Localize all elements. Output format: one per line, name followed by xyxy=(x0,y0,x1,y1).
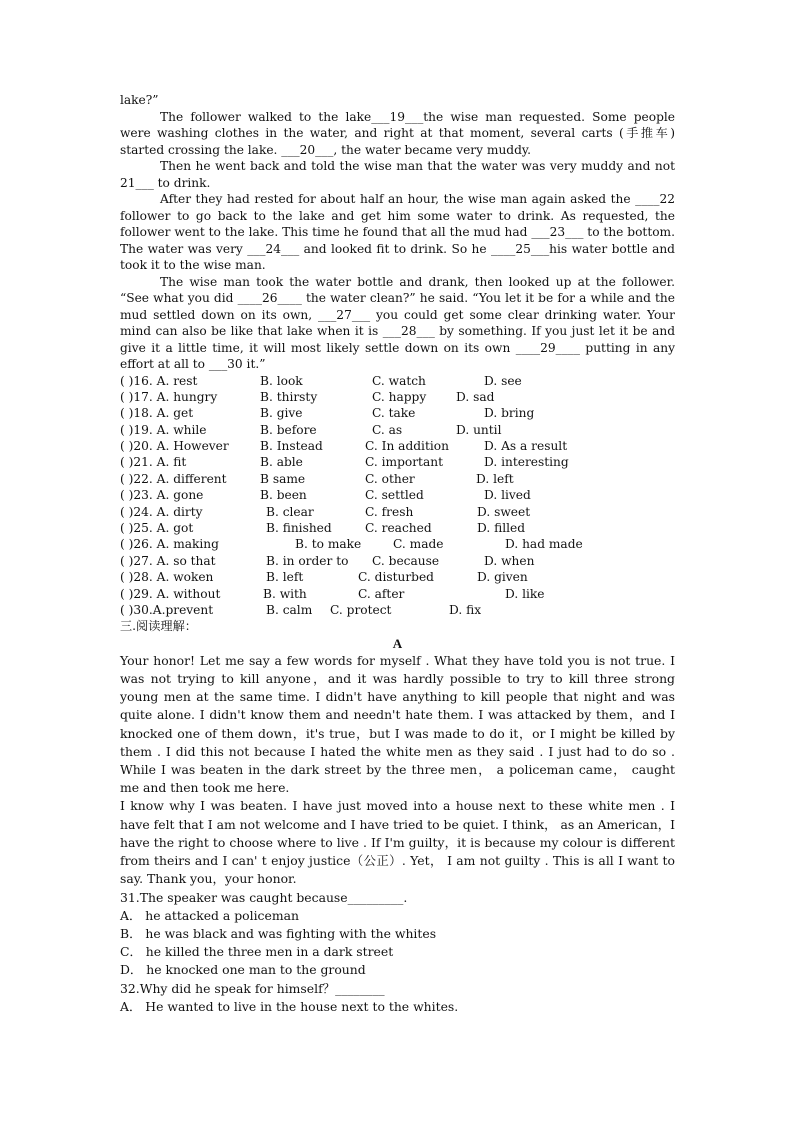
option-b: B. clear xyxy=(266,504,314,519)
option-number: ( )25. A. got xyxy=(120,521,194,536)
option-d: D. given xyxy=(477,570,528,585)
option-row-26 xyxy=(120,536,675,552)
question-31-option-c: C． he killed the three men in a dark street xyxy=(120,944,394,960)
option-number: ( )26. A. making xyxy=(120,537,219,552)
option-number: ( )18. A. get xyxy=(120,406,194,421)
passage-paragraph-4: The wise man took the water bottle and drank, then looked up at the follower. “See what you did ____26____ the water clean?” he said. “You let it be for a while and the mud settled down on its own, ___27___ you could get some clear drinking water. Your mind can also be like that lake when it is ___28___ by something. If you just let it be and give it a little time, it will most likely settle down on its own ____29____ putting in any effort at all to ___30 it.” xyxy=(120,274,675,371)
option-d: D. when xyxy=(484,553,535,568)
document-page xyxy=(120,92,675,1016)
option-number: ( )20. A. However xyxy=(120,439,229,454)
option-number: ( )29. A. without xyxy=(120,586,221,601)
question-31-option-d: D． he knocked one man to the ground xyxy=(120,962,366,978)
question-32-option-a: A． He wanted to live in the house next to the whites. xyxy=(120,998,459,1014)
option-row-17 xyxy=(120,389,675,405)
option-row-28 xyxy=(120,569,675,585)
option-d: D. sweet xyxy=(477,504,531,519)
option-c: C. fresh xyxy=(365,504,414,519)
part-heading-a: A xyxy=(392,635,403,651)
option-c: C. other xyxy=(365,471,415,486)
option-row-25 xyxy=(120,520,675,536)
option-row-27 xyxy=(120,553,675,569)
option-b: B. in order to xyxy=(266,553,349,568)
option-row-22 xyxy=(120,471,675,487)
option-d: D. fix xyxy=(449,602,482,617)
option-d: D. see xyxy=(484,373,522,388)
reading-paragraph-1: Your honor! Let me say a few words for myself . What they have told you is not true. I was not trying to kill anyone，and it was hardly possible to try to kill three strong young men at the same time. I didn't have anything to kill people that night and was quite alone. I didn't know them and needn't hate them. I was attacked by them，and I knocked one of them down，it's true，but I was made to do it，or I might be killed by them . I did this not because I hated the white men as they said . I just had to do so . While I was beaten in the dark street by the three men， a policeman came， caught me and then took me here. xyxy=(120,652,675,796)
passage-paragraph-1: The follower walked to the lake___19___the wise man requested. Some people were washing clothes in the water, and right at that moment, several carts (手推车) started crossing the lake. ___20___, the water became very muddy. xyxy=(120,109,675,157)
passage-paragraph-2: Then he went back and told the wise man that the water was very muddy and not 21___ to drink. xyxy=(120,159,675,190)
question-31-option-b: B． he was black and was fighting with the whites xyxy=(120,925,437,941)
option-c: C. protect xyxy=(330,602,392,617)
option-c: C. take xyxy=(372,406,416,421)
question-32: 32.Why did he speak for himself？________ xyxy=(120,980,385,996)
option-number: ( )16. A. rest xyxy=(120,373,198,388)
option-c: C. watch xyxy=(372,373,426,388)
option-row-18 xyxy=(120,405,675,421)
option-b: B. thirsty xyxy=(260,389,318,404)
option-number: ( )30.A.prevent xyxy=(120,602,214,617)
option-d: D. like xyxy=(505,586,545,601)
option-number: ( )24. A. dirty xyxy=(120,504,203,519)
option-d: D. interesting xyxy=(484,455,569,470)
option-d: D. left xyxy=(476,471,514,486)
option-d: D. bring xyxy=(484,406,535,421)
question-31: 31.The speaker was caught because_________. xyxy=(120,889,408,905)
option-b: B. left xyxy=(266,570,304,585)
option-b: B. look xyxy=(260,373,303,388)
option-b: B. been xyxy=(260,488,307,503)
section-heading-reading: 三.阅读理解： xyxy=(120,619,197,634)
option-number: ( )22. A. different xyxy=(120,471,227,486)
option-c: C. settled xyxy=(365,488,424,503)
option-b: B. before xyxy=(260,422,317,437)
option-b: B. to make xyxy=(295,537,362,552)
option-number: ( )17. A. hungry xyxy=(120,389,218,404)
option-d: D. sad xyxy=(456,389,495,404)
option-number: ( )27. A. so that xyxy=(120,553,216,568)
option-c: C. because xyxy=(372,553,440,568)
option-row-24 xyxy=(120,504,675,520)
question-31-option-a: A． he attacked a policeman xyxy=(120,907,299,923)
options-list xyxy=(120,373,675,619)
option-row-21 xyxy=(120,454,675,470)
option-number: ( )19. A. while xyxy=(120,422,207,437)
passage-line-lake: lake?” xyxy=(120,93,159,107)
option-c: C. after xyxy=(358,586,405,601)
option-b: B. able xyxy=(260,455,303,470)
reading-paragraph-2: I know why I was beaten. I have just moved into a house next to these white men . I have felt that I am not welcome and I have tried to be quiet. I think， as an American，I have the right to choose where to live . If I'm guilty，it is because my colour is different from theirs and I can' t enjoy justice（公正）. Yet， I am not guilty . This is all I want to say. Thank you，your honor. xyxy=(120,798,675,887)
option-c: C. important xyxy=(365,455,443,470)
option-c: C. as xyxy=(372,422,403,437)
option-number: ( )23. A. gone xyxy=(120,488,204,503)
option-row-19 xyxy=(120,422,675,438)
option-d: D. lived xyxy=(484,488,531,503)
option-d: D. filled xyxy=(477,521,526,536)
option-c: C. happy xyxy=(372,389,427,404)
option-row-23 xyxy=(120,487,675,503)
option-d: D. until xyxy=(456,422,502,437)
option-c: C. made xyxy=(393,537,444,552)
option-number: ( )21. A. fit xyxy=(120,455,187,470)
option-d: D. As a result xyxy=(484,439,568,454)
option-row-29 xyxy=(120,586,675,602)
option-b: B. finished xyxy=(266,521,332,536)
option-b: B. give xyxy=(260,406,303,421)
option-d: D. had made xyxy=(505,537,583,552)
option-b: B. calm xyxy=(266,602,313,617)
passage-paragraph-3: After they had rested for about half an hour, the wise man again asked the ____22 follower to go back to the lake and get him some water to drink. As requested, the follower went to the lake. This time he found that all the mud had ___23___ to the bottom. The water was very ___24___ and looked fit to drink. So he ____25___his water bottle and took it to the wise man. xyxy=(120,192,675,272)
option-b: B. with xyxy=(263,586,307,601)
option-b: B. Instead xyxy=(260,439,323,454)
option-c: C. In addition xyxy=(365,439,449,454)
option-number: ( )28. A. woken xyxy=(120,570,214,585)
option-row-30 xyxy=(120,602,675,618)
option-b: B same xyxy=(260,471,306,486)
option-c: C. reached xyxy=(365,521,432,536)
option-row-20 xyxy=(120,438,675,454)
option-c: C. disturbed xyxy=(358,570,434,585)
option-row-16 xyxy=(120,373,675,389)
